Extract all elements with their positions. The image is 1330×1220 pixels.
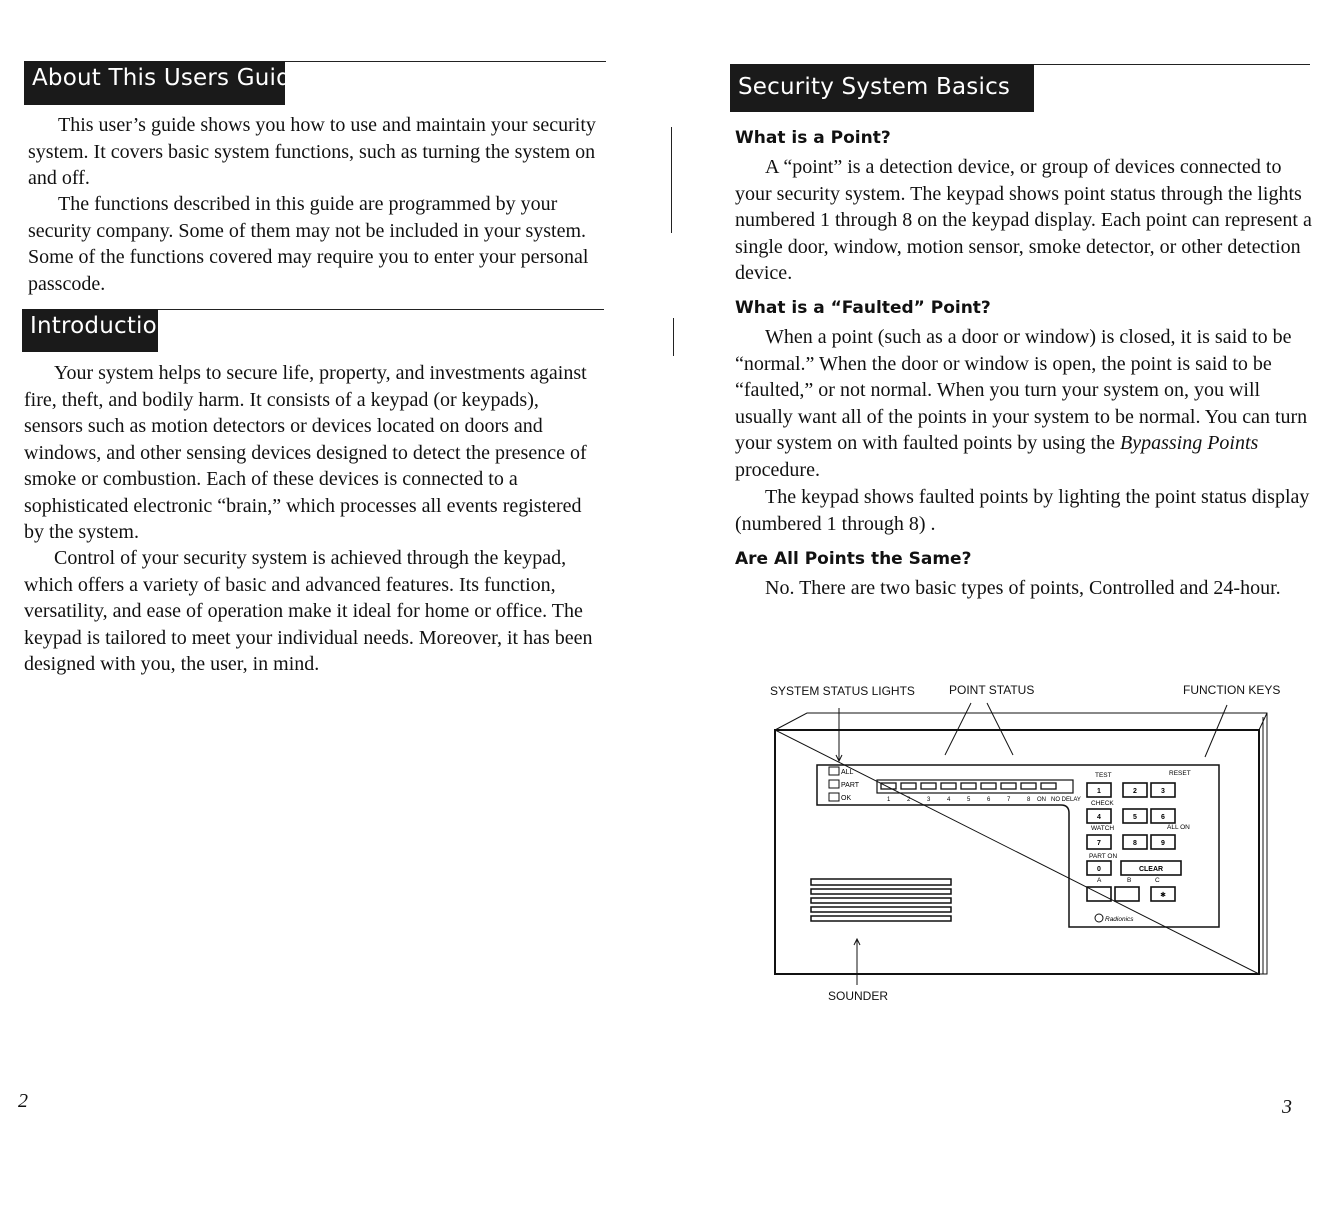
point-light: [981, 783, 996, 789]
key-label: 8: [1133, 840, 1137, 847]
key-label: 1: [1097, 788, 1101, 795]
key-label-reset: RESET: [1169, 770, 1191, 777]
key-label: 5: [1133, 814, 1137, 821]
key-label-check: CHECK: [1091, 800, 1114, 807]
keypad-key: [1151, 887, 1175, 901]
keypad-key: [1123, 809, 1147, 823]
about-paragraph-2: The functions described in this guide are programmed by your security company. Some of them may not be included in your system. Some of the functions covered may require you to enter your personal passcode.: [28, 193, 589, 295]
point-light: [881, 783, 896, 789]
key-label: 4: [1097, 814, 1101, 821]
key-label-all-on: ALL ON: [1167, 824, 1190, 831]
point-light-group: [881, 783, 1056, 789]
point-light: [1021, 783, 1036, 789]
point-number: 2: [907, 797, 911, 803]
keypad-key: [1087, 809, 1111, 823]
keypad-key: [1123, 783, 1147, 797]
key-label-c: C: [1155, 877, 1160, 884]
status-label-ok: OK: [841, 795, 852, 802]
point-number: ON: [1037, 797, 1046, 803]
point-number: 8: [1027, 797, 1031, 803]
keypad-key: [1151, 835, 1175, 849]
point-light: [921, 783, 936, 789]
keypad-key: [1087, 861, 1111, 875]
faulted-paragraph-2: The keypad shows faulted points by lighting the point status display (numbered 1 through 8) .: [735, 486, 1310, 535]
faulted-text-post: procedure.: [735, 458, 820, 481]
key-label-a: A: [1097, 877, 1102, 884]
key-label-test: TEST: [1095, 772, 1112, 779]
label-function-keys: FUNCTION KEYS: [1183, 683, 1281, 697]
about-paragraph-1: This user’s guide shows you how to use and maintain your security system. It covers basic system functions, such as turning the system on and off.: [28, 114, 596, 189]
status-light-ok: [829, 793, 839, 801]
key-label-part-on: PART ON: [1089, 853, 1118, 860]
point-light: [901, 783, 916, 789]
sounder-grille: [811, 879, 951, 921]
keypad-key: [1121, 861, 1181, 875]
keypad-housing: [775, 713, 1267, 974]
section-banner-about: About This Users Guide: [24, 61, 285, 105]
point-light: [1001, 783, 1016, 789]
function-key: [1115, 887, 1139, 901]
point-light: [1041, 783, 1056, 789]
heading-what-is-point: What is a Point?: [735, 128, 891, 148]
point-number: 5: [967, 797, 971, 803]
point-number: NO DELAY: [1051, 797, 1081, 803]
section-banner-introduction: Introduction: [22, 309, 158, 352]
key-label-watch: WATCH: [1091, 825, 1115, 832]
status-label-all: ALL: [841, 769, 854, 776]
status-label-part: PART: [841, 782, 860, 789]
key-label: 2: [1133, 788, 1137, 795]
point-light: [961, 783, 976, 789]
status-light-part: [829, 780, 839, 788]
label-sounder: SOUNDER: [828, 989, 889, 1003]
label-point-status: POINT STATUS: [949, 683, 1035, 697]
right-page: [665, 0, 1330, 1220]
key-label: 7: [1097, 840, 1101, 847]
point-number: 7: [1007, 797, 1011, 803]
page-number: 3: [1282, 1096, 1292, 1118]
same-paragraph: No. There are two basic types of points, Controlled and 24-hour.: [765, 577, 1281, 599]
intro-paragraph-1: Your system helps to secure life, property, and investments against fire, theft, and bodily harm. It consists of a keypad (or keypads), sensors such as motion detectors or devices located on doors and windows, and other sensing devices designed to detect the presence of smoke or combustion. Each of these devices is connected to a sophisticated electronic “brain,” which processes all events registered by the system.: [24, 362, 587, 543]
pointer-lines: [836, 703, 1227, 985]
keypad-key: [1087, 835, 1111, 849]
status-light-all: [829, 767, 839, 775]
point-number: 6: [987, 797, 991, 803]
point-number: 3: [927, 797, 931, 803]
point-status-display: [877, 780, 1073, 793]
point-number-group: [887, 797, 1081, 803]
page-number: 2: [18, 1090, 28, 1112]
section-banner-basics: Security System Basics: [730, 64, 1034, 112]
status-light-group: [829, 767, 860, 802]
key-label-b: B: [1127, 877, 1132, 884]
key-label: 0: [1097, 866, 1101, 873]
bypassing-points-term: Bypassing Points: [1119, 432, 1259, 454]
keypad-diagram: [765, 695, 1275, 985]
heading-faulted-point: What is a “Faulted” Point?: [735, 298, 991, 318]
point-number: 1: [887, 797, 891, 803]
radionics-logo: [1095, 914, 1134, 923]
keypad-key: [1123, 835, 1147, 849]
point-paragraph: A “point” is a detection device, or group of devices connected to your security system. The keypad shows point status through the lights numbered 1 through 8 on the keypad display. Each point can represent a single door, window, motion sensor, smoke detector, or other detection device.: [735, 156, 1312, 284]
key-label: ✱: [1160, 892, 1166, 899]
heading-all-points-same: Are All Points the Same?: [735, 549, 972, 569]
point-light: [941, 783, 956, 789]
faulted-text-pre: When a point (such as a door or window) is closed, it is said to be “normal.” When the door or window is open, the point is said to be “faulted,” or not normal. When you turn your system on, you will usually want all of the points in your system to be normal. You can turn your system on with faulted points by using the: [735, 326, 1308, 454]
key-label: 6: [1161, 814, 1165, 821]
keypad-key: [1087, 783, 1111, 797]
label-system-status-lights: SYSTEM STATUS LIGHTS: [770, 684, 915, 698]
intro-paragraph-2: Control of your security system is achieved through the keypad, which offers a variety of basic and advanced features. Its function, versatility, and ease of operation make it ideal for home or office. The keypad is tailored to meet your individual needs. Moreover, it has been designed with you, the user, in mind.: [24, 547, 593, 675]
key-label: CLEAR: [1138, 866, 1164, 873]
brand-text: Radionics: [1105, 916, 1134, 923]
keypad-key: [1151, 783, 1175, 797]
key-label: 9: [1161, 840, 1165, 847]
key-label: 3: [1161, 788, 1165, 795]
keypad-key: [1151, 809, 1175, 823]
point-number: 4: [947, 797, 951, 803]
faulted-paragraph-1: [735, 324, 1315, 483]
